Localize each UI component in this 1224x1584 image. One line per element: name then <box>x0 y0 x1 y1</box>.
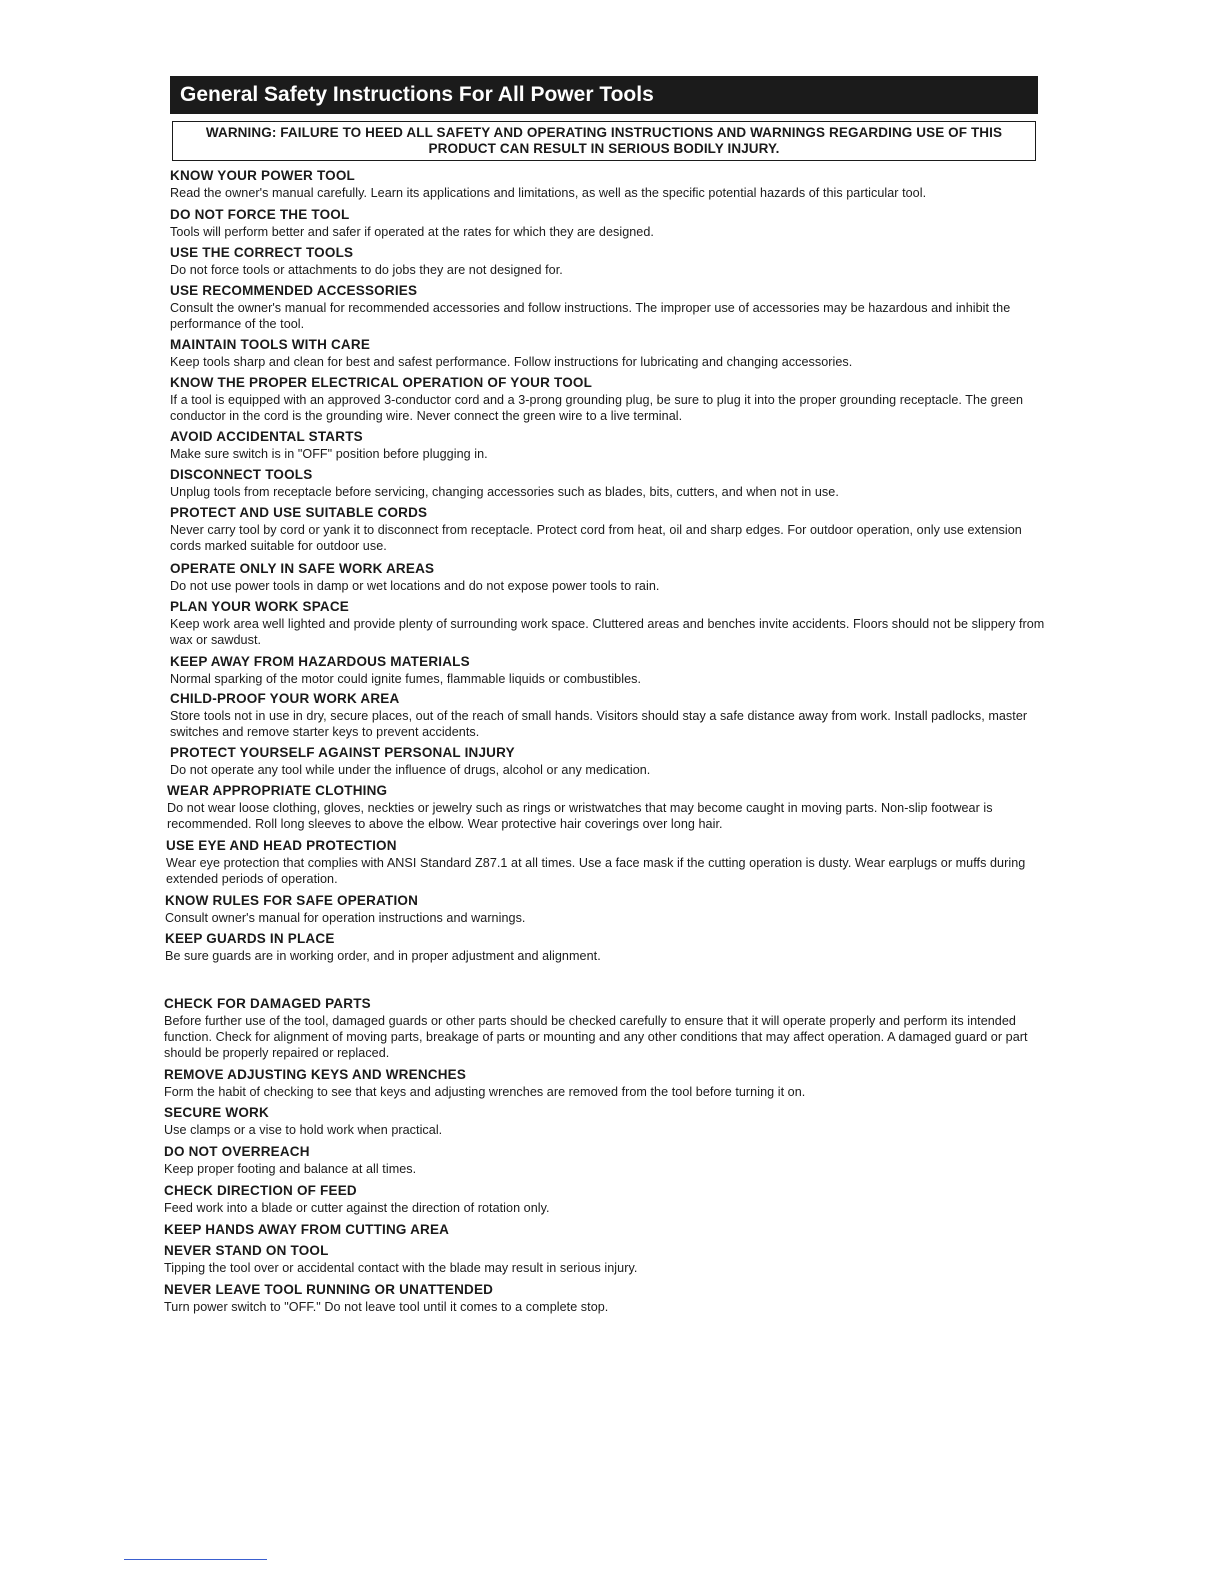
section-heading: AVOID ACCIDENTAL STARTS <box>170 429 363 444</box>
section-body: Consult the owner's manual for recommended accessories and follow instructions. The improper use of accessories may be hazardous and inhibit the performance of the tool. <box>170 301 1011 331</box>
section-direction-of-feed <box>164 1183 1044 1216</box>
section-heading: KNOW RULES FOR SAFE OPERATION <box>165 893 419 908</box>
section-body: Read the owner's manual carefully. Learn its applications and limitations, as well as the specific potential hazards of this particular tool. <box>170 186 927 200</box>
section-body: Store tools not in use in dry, secure places, out of the reach of small hands. Visitors should stay a safe distance away from work. Install padlocks, master switches and remove starter keys to prevent accidents. <box>170 709 1028 739</box>
section-appropriate-clothing <box>167 783 1047 832</box>
section-heading: KNOW YOUR POWER TOOL <box>170 168 356 183</box>
section-correct-tools <box>170 245 1050 278</box>
section-heading: PLAN YOUR WORK SPACE <box>170 599 350 614</box>
section-heading: REMOVE ADJUSTING KEYS AND WRENCHES <box>164 1067 467 1082</box>
section-electrical-operation <box>170 375 1050 424</box>
section-heading: CHECK FOR DAMAGED PARTS <box>164 996 371 1011</box>
section-heading: USE THE CORRECT TOOLS <box>170 245 354 260</box>
section-body: Be sure guards are in working order, and in proper adjustment and alignment. <box>165 949 601 963</box>
section-hands-away <box>164 1222 1044 1238</box>
section-body: Wear eye protection that complies with ANSI Standard Z87.1 at all times. Use a face mask if the cutting operation is dusty. Wear earplugs or muffs during extended periods of operation. <box>166 856 1026 886</box>
page-title: General Safety Instructions For All Power Tools <box>170 76 1038 114</box>
section-body: Do not force tools or attachments to do jobs they are not designed for. <box>170 263 563 277</box>
section-heading: DISCONNECT TOOLS <box>170 467 313 482</box>
section-secure-work <box>164 1105 1044 1138</box>
section-heading: PROTECT YOURSELF AGAINST PERSONAL INJURY <box>170 745 515 760</box>
section-heading: KEEP GUARDS IN PLACE <box>165 931 335 946</box>
section-body: Keep proper footing and balance at all times. <box>164 1162 417 1176</box>
section-eye-head-protection <box>166 838 1046 887</box>
footer-rule <box>124 1559 267 1560</box>
section-body: Make sure switch is in "OFF" position before plugging in. <box>170 447 488 461</box>
section-heading: OPERATE ONLY IN SAFE WORK AREAS <box>170 561 435 576</box>
section-body: Tipping the tool over or accidental contact with the blade may result in serious injury. <box>164 1261 638 1275</box>
section-personal-injury <box>170 745 1050 778</box>
section-body: Never carry tool by cord or yank it to disconnect from receptacle. Protect cord from heat, oil and sharp edges. For outdoor operation, only use extension cords marked suitable for outdoor use. <box>170 523 1022 553</box>
section-heading: MAINTAIN TOOLS WITH CARE <box>170 337 371 352</box>
section-damaged-parts <box>164 996 1044 1061</box>
section-heading: WEAR APPROPRIATE CLOTHING <box>167 783 388 798</box>
section-do-not-force <box>170 207 1050 240</box>
section-maintain-tools <box>170 337 1050 370</box>
section-hazardous-materials <box>170 654 1050 687</box>
section-heading: KEEP AWAY FROM HAZARDOUS MATERIALS <box>170 654 470 669</box>
section-body: Unplug tools from receptacle before servicing, changing accessories such as blades, bits, cutters, and when not in use. <box>170 485 839 499</box>
section-overreach <box>164 1144 1044 1177</box>
section-body: Do not use power tools in damp or wet locations and do not expose power tools to rain. <box>170 579 660 593</box>
section-body: Feed work into a blade or cutter against the direction of rotation only. <box>164 1201 550 1215</box>
section-rules-safe-operation <box>165 893 1045 926</box>
section-body: Normal sparking of the motor could ignite fumes, flammable liquids or combustibles. <box>170 672 642 686</box>
section-body: Form the habit of checking to see that keys and adjusting wrenches are removed from the tool before turning it on. <box>164 1085 806 1099</box>
section-disconnect-tools <box>170 467 1050 500</box>
section-suitable-cords <box>170 505 1050 554</box>
warning-box: WARNING: FAILURE TO HEED ALL SAFETY AND OPERATING INSTRUCTIONS AND WARNINGS REGARDING USE OF THIS PRODUCT CAN RESULT IN SERIOUS BODILY INJURY. <box>172 121 1036 161</box>
section-heading: KNOW THE PROPER ELECTRICAL OPERATION OF YOUR TOOL <box>170 375 593 390</box>
section-body: Do not wear loose clothing, gloves, neckties or jewelry such as rings or wristwatches that may become caught in moving parts. Non-slip footwear is recommended. Roll long sleeves to above the elbow. Wear protective hair coverings over long hair. <box>167 801 993 831</box>
section-plan-work-space <box>170 599 1050 648</box>
section-heading: PROTECT AND USE SUITABLE CORDS <box>170 505 428 520</box>
section-never-stand <box>164 1243 1044 1276</box>
section-heading: NEVER LEAVE TOOL RUNNING OR UNATTENDED <box>164 1282 494 1297</box>
section-never-leave-running <box>164 1282 1044 1315</box>
section-body: Keep work area well lighted and provide plenty of surrounding work space. Cluttered areas and benches invite accidents. Floors should not be slippery from wax or sawdust. <box>170 617 1045 647</box>
section-heading: USE RECOMMENDED ACCESSORIES <box>170 283 418 298</box>
section-body: Tools will perform better and safer if operated at the rates for which they are designed. <box>170 225 654 239</box>
section-adjusting-keys <box>164 1067 1044 1100</box>
section-guards-in-place <box>165 931 1045 964</box>
section-body: Keep tools sharp and clean for best and safest performance. Follow instructions for lubricating and changing accessories. <box>170 355 853 369</box>
section-body: Turn power switch to "OFF." Do not leave tool until it comes to a complete stop. <box>164 1300 609 1314</box>
section-body: Before further use of the tool, damaged guards or other parts should be checked carefully to ensure that it will operate properly and perform its intended function. Check for alignment of moving parts, breakage of parts or mounting and any other conditions that may affect operation. A damaged guard or part should be properly repaired or replaced. <box>164 1014 1028 1060</box>
section-safe-work-areas <box>170 561 1050 594</box>
section-heading: KEEP HANDS AWAY FROM CUTTING AREA <box>164 1222 450 1237</box>
section-body: Do not operate any tool while under the influence of drugs, alcohol or any medication. <box>170 763 651 777</box>
section-body: Use clamps or a vise to hold work when practical. <box>164 1123 443 1137</box>
section-accidental-starts <box>170 429 1050 462</box>
section-body: If a tool is equipped with an approved 3-conductor cord and a 3-prong grounding plug, be sure to plug it into the proper grounding receptacle. The green conductor in the cord is the grounding wire. Never connect the green wire to a live terminal. <box>170 393 1024 423</box>
section-heading: USE EYE AND HEAD PROTECTION <box>166 838 397 853</box>
section-recommended-accessories <box>170 283 1050 332</box>
section-heading: DO NOT FORCE THE TOOL <box>170 207 350 222</box>
section-heading: CHILD-PROOF YOUR WORK AREA <box>170 691 400 706</box>
section-heading: DO NOT OVERREACH <box>164 1144 310 1159</box>
section-body: Consult owner's manual for operation instructions and warnings. <box>165 911 526 925</box>
section-heading: SECURE WORK <box>164 1105 269 1120</box>
section-heading: CHECK DIRECTION OF FEED <box>164 1183 357 1198</box>
section-know-your-power-tool <box>170 168 1050 201</box>
section-child-proof <box>170 691 1050 740</box>
section-heading: NEVER STAND ON TOOL <box>164 1243 329 1258</box>
